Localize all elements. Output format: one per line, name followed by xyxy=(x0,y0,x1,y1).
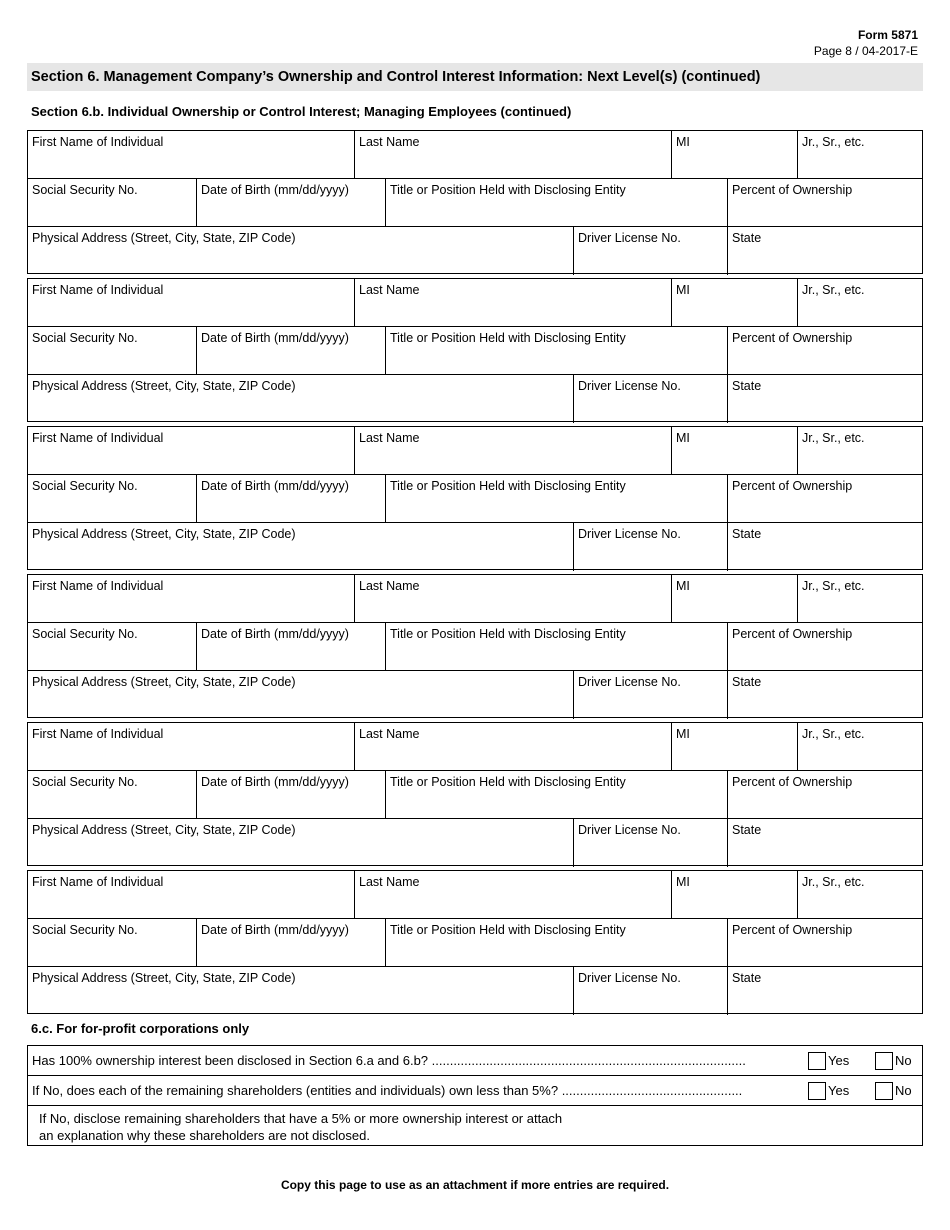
address-label: Physical Address (Street, City, State, ZIP Code) xyxy=(32,675,296,689)
mi-label: MI xyxy=(676,875,690,889)
ssn-label: Social Security No. xyxy=(32,331,138,345)
last-name-field[interactable] xyxy=(354,427,671,475)
driver-license-field[interactable] xyxy=(573,227,727,275)
title-label: Title or Position Held with Disclosing Entity xyxy=(390,627,626,641)
dob-field[interactable] xyxy=(196,475,385,523)
state-field[interactable] xyxy=(727,227,924,275)
driver-license-field[interactable] xyxy=(573,819,727,867)
driver-license-field[interactable] xyxy=(573,375,727,423)
last-name-label: Last Name xyxy=(359,135,420,149)
name-row xyxy=(28,427,922,475)
dob-field[interactable] xyxy=(196,179,385,227)
dob-field[interactable] xyxy=(196,771,385,819)
individual-entry-block xyxy=(27,426,923,570)
suffix-field[interactable] xyxy=(797,427,924,475)
form-number: Form 5871 xyxy=(857,28,918,42)
address-field[interactable] xyxy=(28,819,573,867)
last-name-field[interactable] xyxy=(354,871,671,919)
name-row xyxy=(28,871,922,919)
id-row xyxy=(28,475,922,523)
ssn-field[interactable] xyxy=(28,179,196,227)
driver-license-label: Driver License No. xyxy=(578,527,681,541)
first-name-field[interactable] xyxy=(28,871,354,919)
individual-entry-block xyxy=(27,870,923,1014)
q2-yes-checkbox[interactable] xyxy=(808,1082,826,1100)
address-label: Physical Address (Street, City, State, ZIP Code) xyxy=(32,971,296,985)
dob-field[interactable] xyxy=(196,919,385,967)
last-name-field[interactable] xyxy=(354,279,671,327)
title-field[interactable] xyxy=(385,327,727,375)
last-name-label: Last Name xyxy=(359,579,420,593)
first-name-label: First Name of Individual xyxy=(32,431,164,445)
address-label: Physical Address (Street, City, State, ZIP Code) xyxy=(32,823,296,837)
first-name-label: First Name of Individual xyxy=(32,579,164,593)
suffix-label: Jr., Sr., etc. xyxy=(802,135,865,149)
driver-license-label: Driver License No. xyxy=(578,823,681,837)
dob-field[interactable] xyxy=(196,327,385,375)
address-row xyxy=(28,967,922,1015)
address-row xyxy=(28,375,922,423)
individual-entry-block xyxy=(27,130,923,274)
q2-no-checkbox[interactable] xyxy=(875,1082,893,1100)
last-name-label: Last Name xyxy=(359,727,420,741)
address-label: Physical Address (Street, City, State, ZIP Code) xyxy=(32,231,296,245)
title-field[interactable] xyxy=(385,179,727,227)
driver-license-field[interactable] xyxy=(573,523,727,571)
mi-label: MI xyxy=(676,431,690,445)
address-field[interactable] xyxy=(28,523,573,571)
footer-note: Copy this page to use as an attachment if more entries are required. xyxy=(280,1178,670,1192)
last-name-label: Last Name xyxy=(359,283,420,297)
mi-field[interactable] xyxy=(671,575,797,623)
first-name-label: First Name of Individual xyxy=(32,135,164,149)
title-field[interactable] xyxy=(385,919,727,967)
ssn-field[interactable] xyxy=(28,623,196,671)
driver-license-label: Driver License No. xyxy=(578,971,681,985)
suffix-field[interactable] xyxy=(797,723,924,771)
last-name-field[interactable] xyxy=(354,131,671,179)
id-row xyxy=(28,327,922,375)
last-name-label: Last Name xyxy=(359,875,420,889)
first-name-field[interactable] xyxy=(28,723,354,771)
state-label: State xyxy=(732,971,762,985)
state-label: State xyxy=(732,231,762,245)
percent-ownership-label: Percent of Ownership xyxy=(732,479,853,493)
suffix-label: Jr., Sr., etc. xyxy=(802,431,865,445)
first-name-label: First Name of Individual xyxy=(32,875,164,889)
mi-label: MI xyxy=(676,727,690,741)
name-row xyxy=(28,279,922,327)
id-row xyxy=(28,623,922,671)
q1-no-checkbox[interactable] xyxy=(875,1052,893,1070)
mi-field[interactable] xyxy=(671,131,797,179)
question-row-1 xyxy=(28,1046,922,1076)
address-row xyxy=(28,227,922,275)
ssn-label: Social Security No. xyxy=(32,479,138,493)
ssn-label: Social Security No. xyxy=(32,183,138,197)
mi-field[interactable] xyxy=(671,871,797,919)
address-label: Physical Address (Street, City, State, ZIP Code) xyxy=(32,527,296,541)
first-name-field[interactable] xyxy=(28,427,354,475)
title-field[interactable] xyxy=(385,475,727,523)
driver-license-field[interactable] xyxy=(573,671,727,719)
q1-yes-label: Yes xyxy=(828,1053,850,1068)
corp-questions xyxy=(27,1045,923,1146)
title-label: Title or Position Held with Disclosing Entity xyxy=(390,775,626,789)
ssn-label: Social Security No. xyxy=(32,923,138,937)
title-label: Title or Position Held with Disclosing Entity xyxy=(390,479,626,493)
section-title: Section 6. Management Company’s Ownership and Control Interest Information: Next Level(s) (continued) xyxy=(27,63,923,91)
disclosure-note-line-2: an explanation why these shareholders are not disclosed. xyxy=(39,1128,370,1143)
suffix-field[interactable] xyxy=(797,575,924,623)
suffix-label: Jr., Sr., etc. xyxy=(802,727,865,741)
first-name-label: First Name of Individual xyxy=(32,283,164,297)
first-name-field[interactable] xyxy=(28,575,354,623)
address-field[interactable] xyxy=(28,671,573,719)
percent-ownership-field[interactable] xyxy=(727,919,924,967)
address-label: Physical Address (Street, City, State, ZIP Code) xyxy=(32,379,296,393)
id-row xyxy=(28,179,922,227)
address-row xyxy=(28,819,922,867)
corp-section-title: 6.c. For for-profit corporations only xyxy=(31,1021,250,1036)
mi-label: MI xyxy=(676,135,690,149)
title-label: Title or Position Held with Disclosing Entity xyxy=(390,923,626,937)
last-name-field[interactable] xyxy=(354,723,671,771)
state-label: State xyxy=(732,675,762,689)
dob-label: Date of Birth (mm/dd/yyyy) xyxy=(201,479,349,493)
dob-label: Date of Birth (mm/dd/yyyy) xyxy=(201,331,349,345)
percent-ownership-label: Percent of Ownership xyxy=(732,183,853,197)
driver-license-label: Driver License No. xyxy=(578,675,681,689)
address-field[interactable] xyxy=(28,227,573,275)
ssn-label: Social Security No. xyxy=(32,627,138,641)
suffix-label: Jr., Sr., etc. xyxy=(802,875,865,889)
driver-license-field[interactable] xyxy=(573,967,727,1015)
title-label: Title or Position Held with Disclosing Entity xyxy=(390,183,626,197)
id-row xyxy=(28,919,922,967)
dob-label: Date of Birth (mm/dd/yyyy) xyxy=(201,923,349,937)
percent-ownership-field[interactable] xyxy=(727,327,924,375)
driver-license-label: Driver License No. xyxy=(578,379,681,393)
first-name-field[interactable] xyxy=(28,279,354,327)
first-name-label: First Name of Individual xyxy=(32,727,164,741)
state-label: State xyxy=(732,379,762,393)
ssn-field[interactable] xyxy=(28,919,196,967)
mi-label: MI xyxy=(676,283,690,297)
suffix-field[interactable] xyxy=(797,871,924,919)
percent-ownership-label: Percent of Ownership xyxy=(732,923,853,937)
dob-label: Date of Birth (mm/dd/yyyy) xyxy=(201,183,349,197)
page-info: Page 8 / 04-2017-E xyxy=(813,44,918,58)
q1-no-label: No xyxy=(895,1053,912,1068)
q2-yes-label: Yes xyxy=(828,1083,850,1098)
suffix-label: Jr., Sr., etc. xyxy=(802,579,865,593)
state-field[interactable] xyxy=(727,967,924,1015)
address-row xyxy=(28,523,922,571)
percent-ownership-label: Percent of Ownership xyxy=(732,775,853,789)
dob-field[interactable] xyxy=(196,623,385,671)
state-field[interactable] xyxy=(727,375,924,423)
title-label: Title or Position Held with Disclosing Entity xyxy=(390,331,626,345)
percent-ownership-field[interactable] xyxy=(727,179,924,227)
name-row xyxy=(28,131,922,179)
question-row-2 xyxy=(28,1076,922,1106)
ssn-field[interactable] xyxy=(28,327,196,375)
name-row xyxy=(28,723,922,771)
percent-ownership-field[interactable] xyxy=(727,475,924,523)
id-row xyxy=(28,771,922,819)
mi-field[interactable] xyxy=(671,427,797,475)
percent-ownership-label: Percent of Ownership xyxy=(732,331,853,345)
mi-field[interactable] xyxy=(671,723,797,771)
suffix-field[interactable] xyxy=(797,279,924,327)
subsection-title: Section 6.b. Individual Ownership or Control Interest; Managing Employees (continued) xyxy=(31,104,572,119)
ssn-field[interactable] xyxy=(28,475,196,523)
question-1-text: Has 100% ownership interest been disclosed in Section 6.a and 6.b? ....................................................................................... xyxy=(32,1053,746,1068)
disclosure-note[interactable] xyxy=(28,1106,922,1148)
q1-yes-checkbox[interactable] xyxy=(808,1052,826,1070)
percent-ownership-field[interactable] xyxy=(727,623,924,671)
individual-entry-block xyxy=(27,574,923,718)
state-label: State xyxy=(732,823,762,837)
state-field[interactable] xyxy=(727,523,924,571)
mi-label: MI xyxy=(676,579,690,593)
individual-entry-block xyxy=(27,722,923,866)
disclosure-note-line-1: If No, disclose remaining shareholders that have a 5% or more ownership interest or attach xyxy=(39,1111,563,1126)
ssn-label: Social Security No. xyxy=(32,775,138,789)
suffix-field[interactable] xyxy=(797,131,924,179)
title-field[interactable] xyxy=(385,771,727,819)
last-name-label: Last Name xyxy=(359,431,420,445)
driver-license-label: Driver License No. xyxy=(578,231,681,245)
individual-entry-block xyxy=(27,278,923,422)
mi-field[interactable] xyxy=(671,279,797,327)
address-field[interactable] xyxy=(28,375,573,423)
question-2-text: If No, does each of the remaining shareholders (entities and individuals) own less than 5%? .................................................. xyxy=(32,1083,743,1098)
ssn-field[interactable] xyxy=(28,771,196,819)
address-field[interactable] xyxy=(28,967,573,1015)
dob-label: Date of Birth (mm/dd/yyyy) xyxy=(201,775,349,789)
title-field[interactable] xyxy=(385,623,727,671)
state-field[interactable] xyxy=(727,819,924,867)
state-field[interactable] xyxy=(727,671,924,719)
percent-ownership-label: Percent of Ownership xyxy=(732,627,853,641)
form-header xyxy=(814,28,918,60)
address-row xyxy=(28,671,922,719)
individual-entries xyxy=(27,130,923,1018)
last-name-field[interactable] xyxy=(354,575,671,623)
name-row xyxy=(28,575,922,623)
percent-ownership-field[interactable] xyxy=(727,771,924,819)
suffix-label: Jr., Sr., etc. xyxy=(802,283,865,297)
q2-no-label: No xyxy=(895,1083,912,1098)
state-label: State xyxy=(732,527,762,541)
dob-label: Date of Birth (mm/dd/yyyy) xyxy=(201,627,349,641)
first-name-field[interactable] xyxy=(28,131,354,179)
